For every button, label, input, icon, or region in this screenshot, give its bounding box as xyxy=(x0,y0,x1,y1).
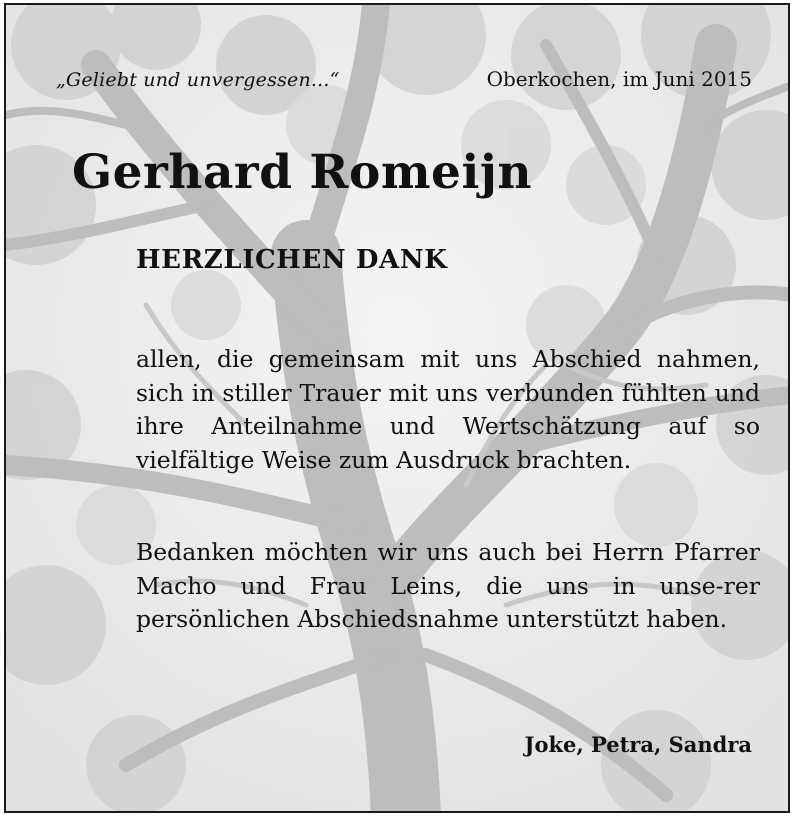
thanks-paragraph: allen, die gemeinsam mit uns Abschied nahmen, sich in stiller Trauer mit uns verbunden fühlten und ihre Anteilnahme und Wertschätzung auf so vielfältige Weise zum Ausdruck brachten. xyxy=(136,345,760,474)
thanks-heading: HERZLICHEN DANK xyxy=(136,245,448,275)
signature: Joke, Petra, Sandra xyxy=(524,732,752,757)
acknowledgement-paragraph: Bedanken möchten wir uns auch bei Herrn Pfarrer Macho und Frau Leins, die uns in unse-rer persönlichen Abschiedsnahme unterstützt haben. xyxy=(136,538,760,633)
deceased-name: Gerhard Romeijn xyxy=(72,145,532,200)
motto-quote: „Geliebt und unvergessen...“ xyxy=(56,69,340,91)
place-and-date: Oberkochen, im Juni 2015 xyxy=(486,67,752,91)
obituary-notice xyxy=(4,3,790,813)
